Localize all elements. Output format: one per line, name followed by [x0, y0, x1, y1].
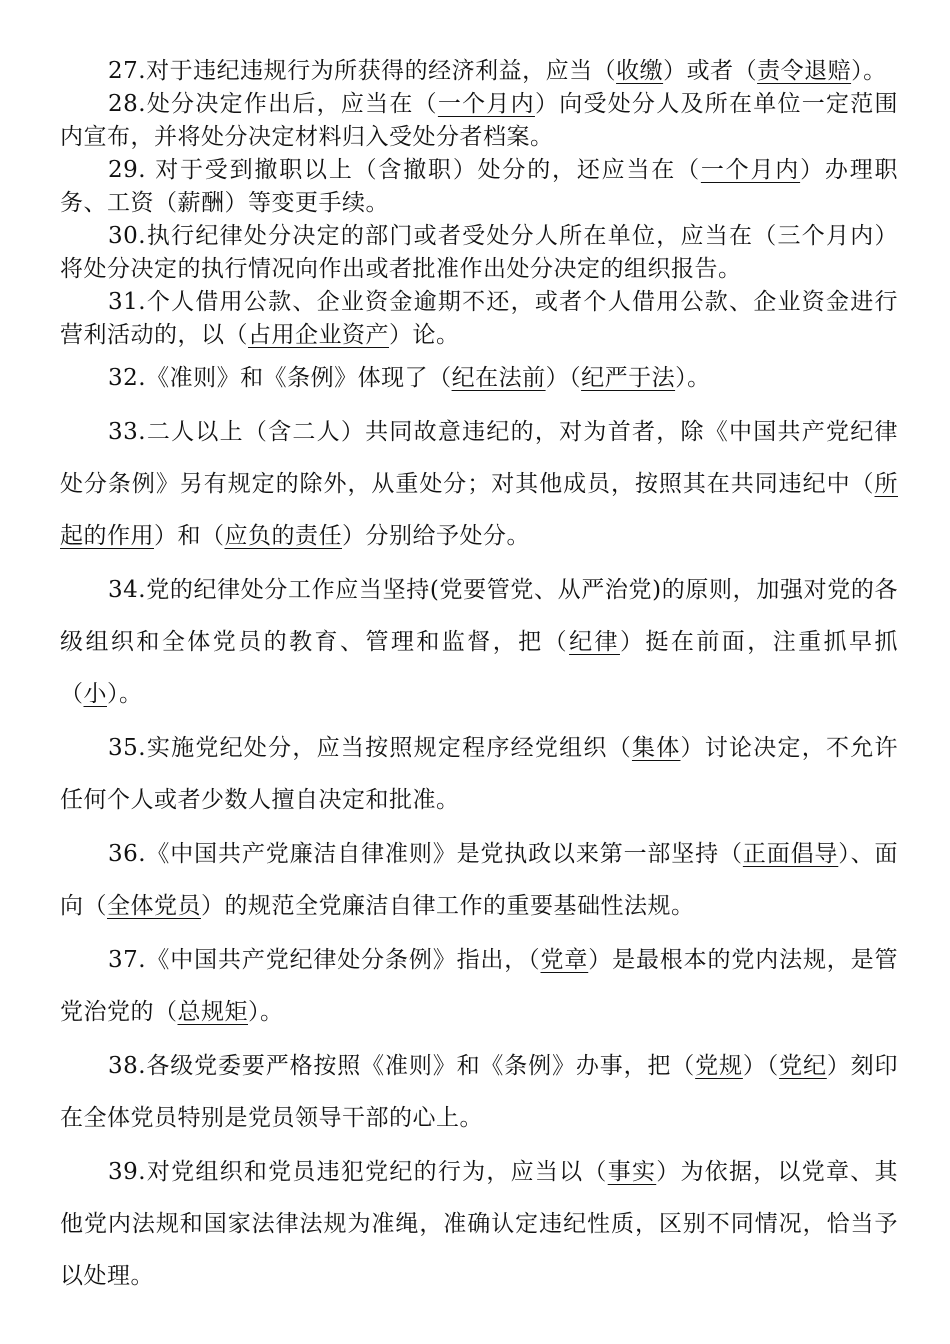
answer-blank: 一个月内	[437, 91, 535, 117]
question-text: ）分别给予处分。	[342, 523, 530, 549]
question-text: 33.二人以上（含二人）共同故意违纪的，对为首者，除《中国共产党纪律处分条例》另有规定的除外，从重处分；对其他成员，按照其在共同违纪中（	[60, 419, 898, 497]
question-text: ）办理职务、工资（薪酬）等变更手续。	[60, 157, 899, 216]
question-text: ）。	[851, 58, 887, 84]
question-text: ）（	[742, 1053, 780, 1079]
question-q29	[60, 154, 898, 220]
question-text: 37.《中国共产党纪律处分条例》指出，（	[108, 947, 541, 973]
answer-blank: 全体党员	[107, 893, 201, 919]
question-text: 36.《中国共产党廉洁自律准则》是党执政以来第一部坚持（	[108, 841, 743, 867]
question-text: ）。	[107, 681, 143, 707]
question-text: ）。	[675, 365, 711, 391]
question-text: ）。	[248, 999, 284, 1025]
question-q37	[60, 934, 898, 1038]
question-text: ）为依据，以党章、其他党内法规和国家法律法规为准绳，准确认定违纪性质，区别不同情况，恰当予以处理。	[60, 1159, 899, 1289]
question-text: 31.个人借用公款、企业资金逾期不还，或者个人借用公款、企业资金进行营利活动的，以（	[60, 289, 898, 348]
question-text: ）的规范全党廉洁自律工作的重要基础性法规。	[201, 893, 695, 919]
answer-blank: 党章	[540, 947, 589, 973]
answer-blank: 纪严于法	[581, 365, 676, 391]
question-text: ）、面向（	[60, 841, 899, 919]
question-q28	[60, 88, 898, 154]
question-text: 30.执行纪律处分决定的部门或者受处分人所在单位，应当在（三个月内）将处分决定的执行情况向作出或者批准作出处分决定的组织报告。	[60, 223, 898, 282]
document-page	[60, 55, 898, 1304]
question-text: 38.各级党委要严格按照《准则》和《条例》办事，把（	[108, 1053, 696, 1079]
question-text: ）论。	[389, 322, 460, 348]
question-q38	[60, 1040, 898, 1144]
answer-blank: 一个月内	[700, 157, 801, 183]
question-text: 34.党的纪律处分工作应当坚持(党要管党、从严治党)的原则，加强对党的各级组织和全体党员的教育、管理和监督，把（	[60, 577, 898, 655]
answer-blank: 责令退赔	[757, 58, 852, 84]
question-q31	[60, 286, 898, 352]
question-q30	[60, 220, 898, 286]
answer-blank: 纪律	[569, 629, 620, 655]
question-text: 28.处分决定作出后，应当在（	[108, 91, 438, 117]
question-q39	[60, 1146, 898, 1302]
question-text: ）（	[545, 365, 582, 391]
answer-blank: 党规	[695, 1053, 743, 1079]
answer-blank: 正面倡导	[742, 841, 839, 867]
question-q32	[60, 352, 898, 404]
question-q33	[60, 406, 898, 562]
question-text: ）或者（	[663, 58, 758, 84]
question-q36	[60, 828, 898, 932]
question-text: ）挺在前面，注重抓早抓（	[60, 629, 898, 707]
answer-blank: 收缴	[616, 58, 664, 84]
answer-blank: 所起的作用	[60, 471, 898, 549]
answer-blank: 集体	[631, 735, 681, 761]
question-q34	[60, 564, 898, 720]
answer-blank: 应负的责任	[224, 523, 342, 549]
question-text: ）刻印在全体党员特别是党员领导干部的心上。	[60, 1053, 899, 1131]
question-text: ）向受处分人及所在单位一定范围内宣布，并将处分决定材料归入受处分者档案。	[60, 91, 899, 150]
question-text: 27.对于违纪违规行为所获得的经济利益，应当（	[108, 58, 617, 84]
question-text: ）是最根本的党内法规，是管党治党的（	[60, 947, 899, 1025]
question-q27	[60, 55, 898, 88]
question-text: ）讨论决定，不允许任何个人或者少数人擅自决定和批准。	[60, 735, 899, 813]
question-text: 35.实施党纪处分，应当按照规定程序经党组织（	[108, 735, 632, 761]
answer-blank: 占用企业资产	[248, 322, 389, 348]
question-text: 32.《准则》和《条例》体现了（	[108, 365, 452, 391]
question-text: 29. 对于受到撤职以上（含撤职）处分的，还应当在（	[108, 157, 701, 183]
answer-blank: 党纪	[779, 1053, 827, 1079]
question-text: 39.对党组织和党员违犯党纪的行为，应当以（	[108, 1159, 608, 1185]
question-list	[60, 55, 898, 1302]
answer-blank: 事实	[607, 1159, 657, 1185]
answer-blank: 纪在法前	[451, 365, 546, 391]
answer-blank: 总规矩	[177, 999, 248, 1025]
question-text: ）和（	[154, 523, 225, 549]
answer-blank: 小	[83, 681, 107, 707]
question-q35	[60, 722, 898, 826]
